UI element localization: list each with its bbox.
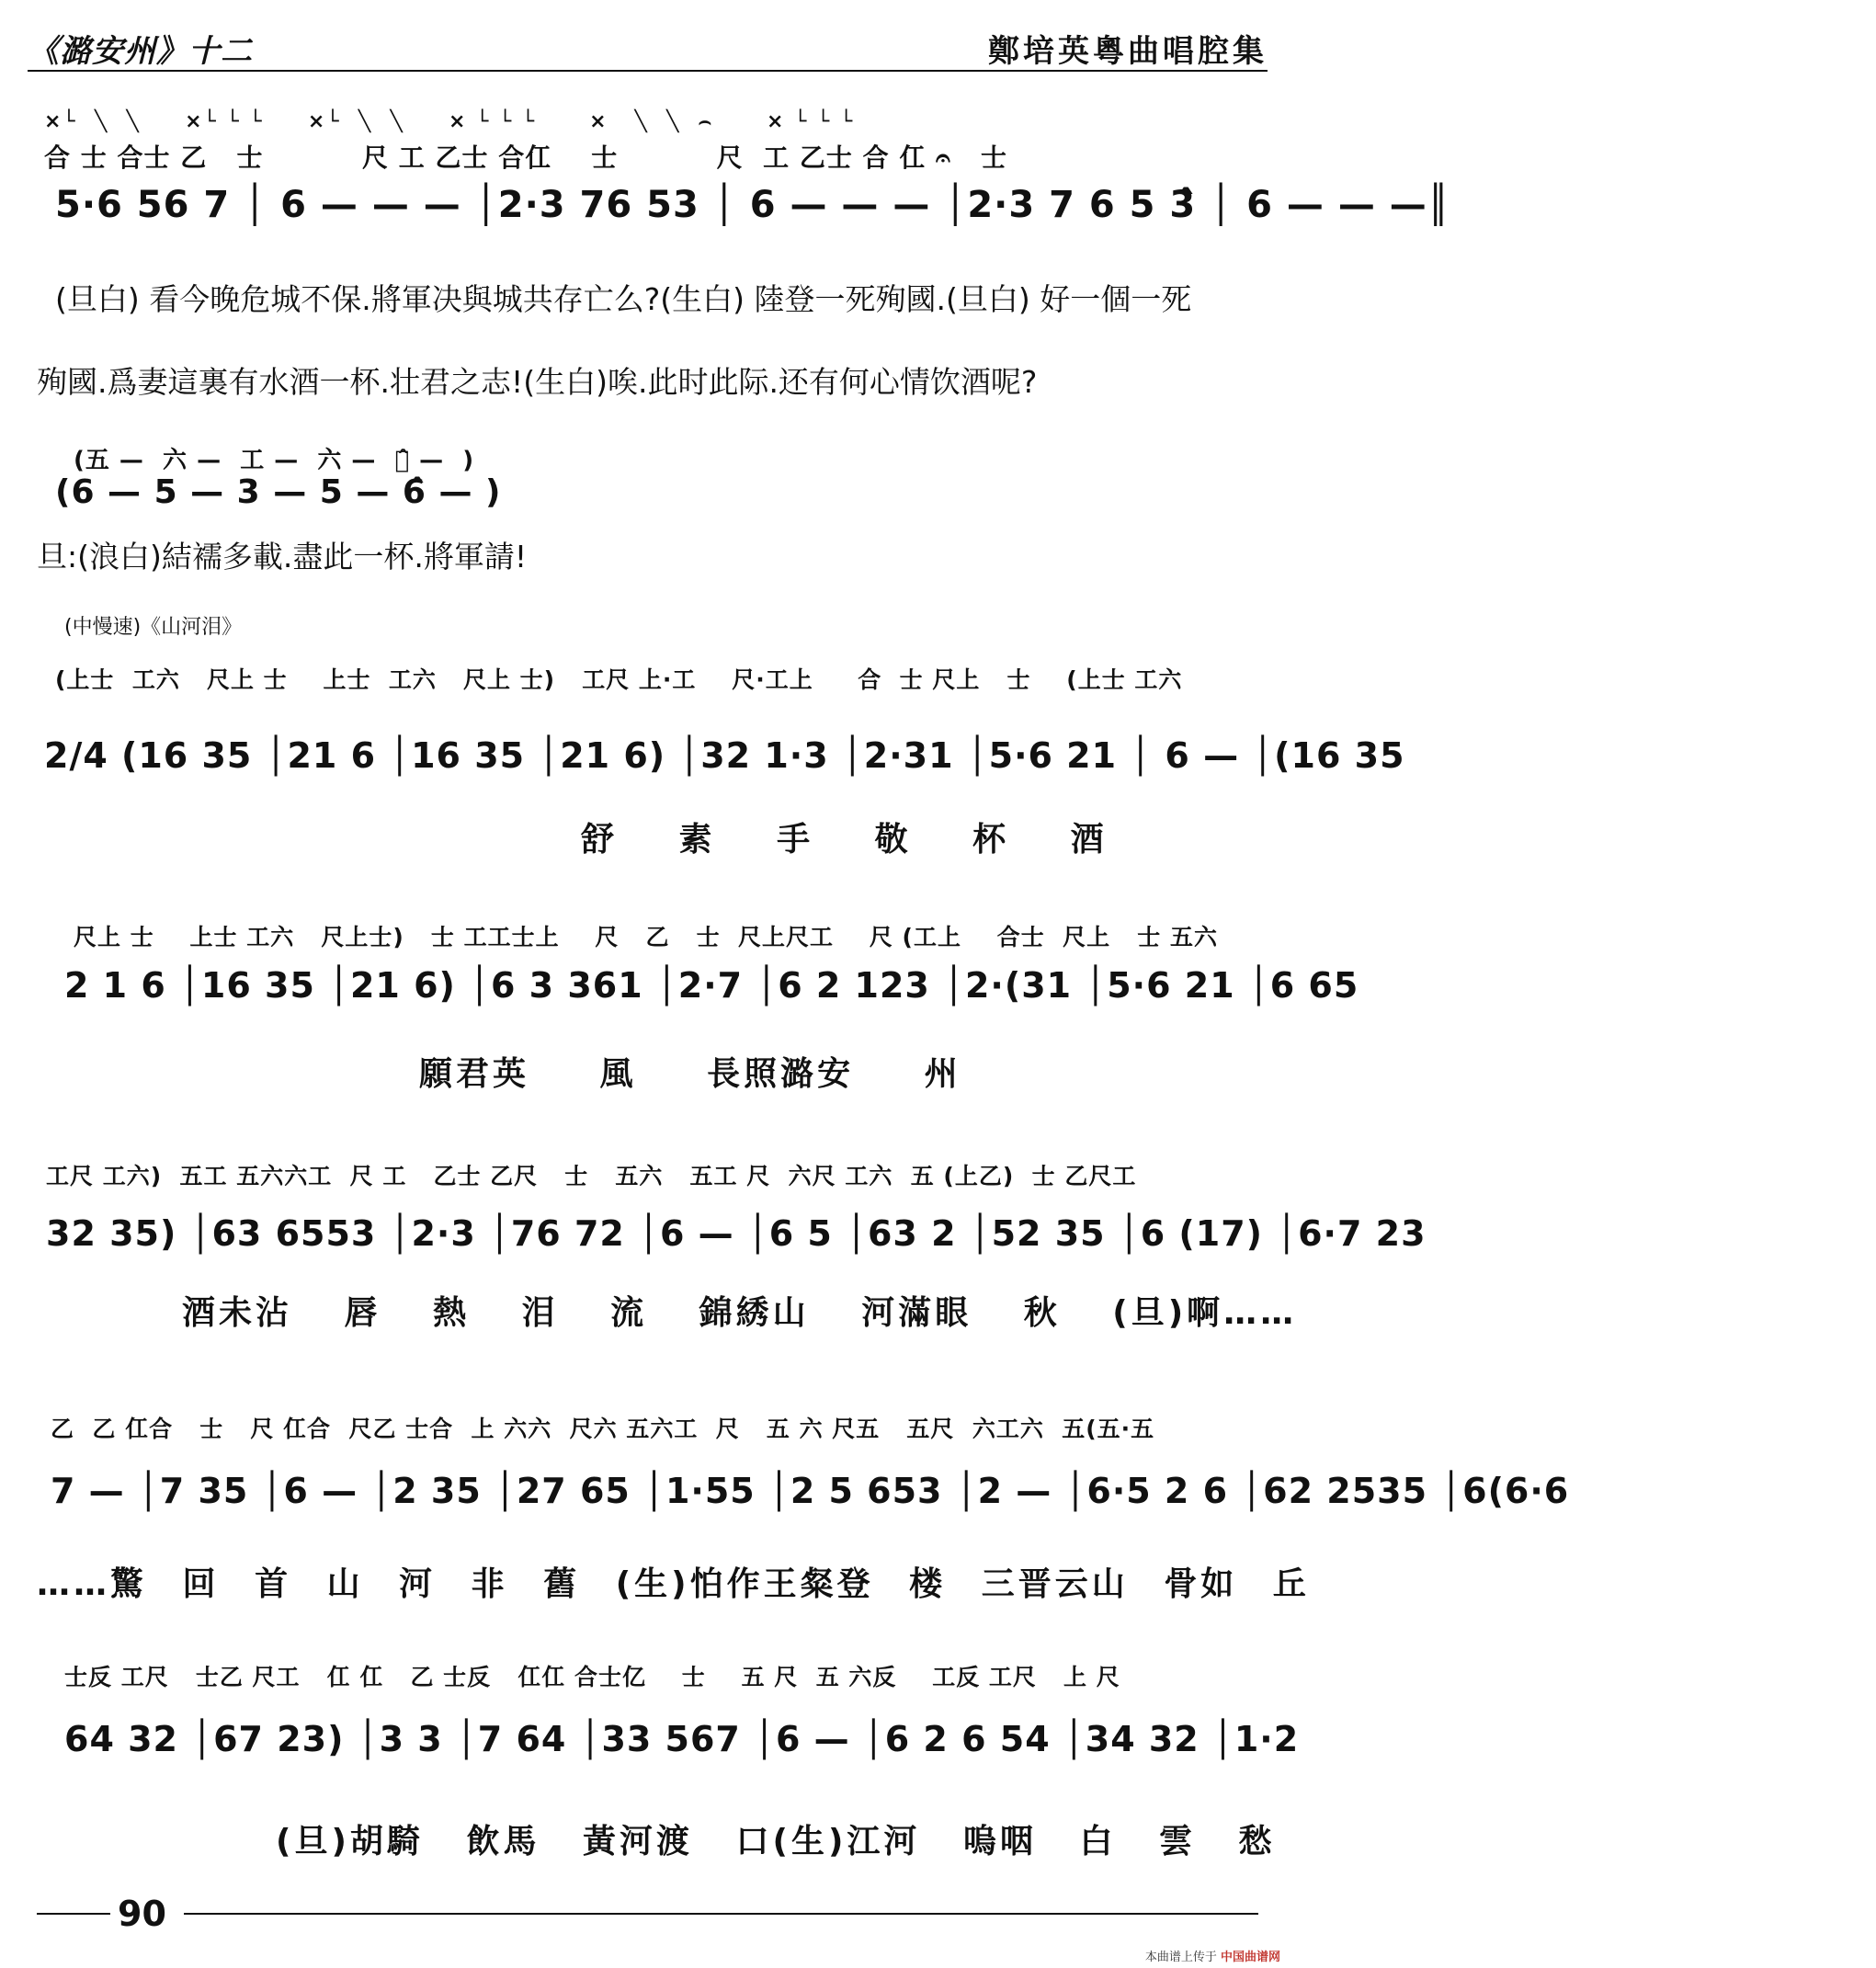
tempo-marking: (中慢速)《山河泪》 <box>64 616 243 639</box>
jianpu-notation-line: 7 — │7 35 │6 — │2 35 │27 65 │1·55 │2 5 653 │2 — │6·5 2 6 │62 2535 │6(6·6 <box>51 1471 1570 1511</box>
upload-note <box>1145 1947 1280 1964</box>
jianpu-notation-line: 32 35) │63 6553 │2·3 │76 72 │6 — │6 5 │63 2 │52 35 │6 (17) │6·7 23 <box>46 1213 1427 1254</box>
lyrics-line: 酒未沾 唇 熱 泪 流 錦綉山 河滿眼 秋 (旦)啊…… <box>182 1294 1298 1332</box>
gongche-notation-line: (五 — 六 — 工 — 六 — 五̂ — ) <box>74 447 475 474</box>
gongche-notation-line: 尺上 士 上士 工六 尺上士) 士 工工士上 尺 乙 士 尺上尺工 尺 (工上 合士 尺上 士 五六 <box>74 924 1218 950</box>
footer-rule <box>37 1913 110 1915</box>
upload-note-text: 本曲谱上传于 <box>1144 1951 1217 1964</box>
dialogue-line: 旦:(浪白)結襦多載.盡此一杯.將軍請! <box>37 539 528 574</box>
jianpu-notation-line: 5·6 56 7 │ 6 — — — │2·3 76 53 │ 6 — — — │2·3 7 6 5 3̂ │ 6 — — —║ <box>55 184 1450 226</box>
header-rule <box>28 70 1268 72</box>
jianpu-notation-line: 2/4 (16 35 │21 6 │16 35 │21 6) │32 1·3 │2·31 │5·6 21 │ 6 — │(16 35 <box>44 735 1405 776</box>
lyrics-line: ……驚 回 首 山 河 非 舊 (生)怕作王粲登 楼 三晋云山 骨如 丘 <box>37 1565 1310 1603</box>
gongche-notation-line: 工尺 工六) 五工 五六六工 尺 工 乙士 乙尺 士 五六 五工 尺 六尺 工六 五 (上乙) 士 乙尺工 <box>46 1163 1137 1189</box>
footer-rule <box>184 1913 1258 1915</box>
jianpu-notation-line: (6 — 5 — 3 — 5 — 6̂ — ) <box>55 473 502 511</box>
collection-title: 鄭培英粵曲唱腔集 <box>988 33 1268 70</box>
jianpu-notation-line: 64 32 │67 23) │3 3 │7 64 │33 567 │6 — │6 2 6 54 │34 32 │1·2 <box>64 1719 1300 1759</box>
lyrics-line: (旦)胡騎 飲馬 黃河渡 口(生)江河 嗚咽 白 雲 愁 <box>276 1823 1276 1860</box>
dialogue-line: 殉國.爲妻這裏有水酒一杯.壮君之志!(生白)唉.此时此际.还有何心情饮酒呢? <box>37 364 1038 400</box>
lyrics-line: 舒 素 手 敬 杯 酒 <box>581 821 1108 859</box>
gongche-notation-line: 士反 工尺 士乙 尺工 仜 仜 乙 士反 仜仜 合士亿 士 五 尺 五 六反 工反 工尺 上 尺 <box>64 1664 1120 1690</box>
lyrics-line: 願君英 風 長照潞安 州 <box>419 1055 961 1093</box>
dialogue-line: (旦白) 看今晚危城不保.將軍决與城共存亡么?(生白) 陸登一死殉國.(旦白) 好一個一死 <box>55 281 1192 317</box>
gongche-notation-line: 合 士 合士 乙 士 尺 工 乙士 合仜 士 尺 工 乙士 合 仜 𝄐 士 <box>44 142 1007 173</box>
site-brand: 中国曲谱网 <box>1220 1951 1280 1964</box>
gongche-notation-line: (上士 工六 尺上 士 上士 工六 尺上 士) 工尺 上·工 尺·工上 合 士 尺上 士 (上士 工六 <box>55 666 1183 693</box>
ornament-marks-line: ×└ ╲ ╲ ×└ └ └ ×└ ╲ ╲ × └ └ └ × ╲ ╲ ⌢ × └ └ └ <box>44 110 855 133</box>
opera-title: 《潞安州》十二 <box>28 33 253 70</box>
jianpu-notation-line: 2 1 6 │16 35 │21 6) │6 3 361 │2·7 │6 2 123 │2·(31 │5·6 21 │6 65 <box>64 965 1359 1006</box>
page-header <box>28 26 1268 70</box>
page-number: 90 <box>118 1894 166 1934</box>
gongche-notation-line: 乙 乙 仜合 士 尺 仜合 尺乙 士合 上 六六 尺六 五六工 尺 五 六 尺五 五尺 六工六 五(五·五 <box>51 1416 1155 1442</box>
